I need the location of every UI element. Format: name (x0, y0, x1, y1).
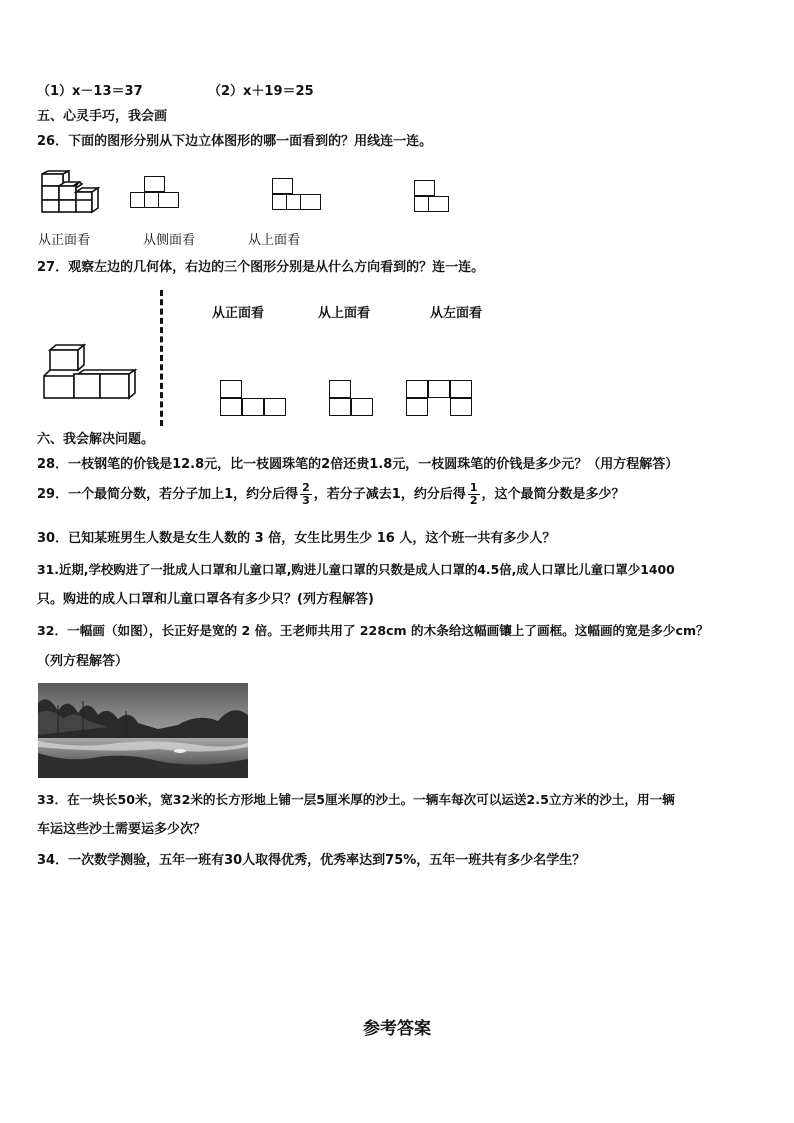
section-6-heading: 六、我会解决问题。 (37, 432, 155, 447)
q26-solid-figure (38, 170, 102, 215)
q27-view-3 (406, 380, 476, 418)
q30-text: 30．已知某班男生人数是女生人数的 3 倍，女生比男生少 16 人，这个班一共有多少人？ (37, 531, 556, 546)
q27-view-1 (220, 380, 290, 418)
q29-text: 29．一个最简分数，若分子加上1，约分后得 $\frac{2}{3}$ ，若分子减去1，约分后得 $\frac{1}{2}$ ，这个最简分数是多少？ (37, 481, 625, 507)
q32-line-1: 32．一幅画（如图），长正好是宽的 2 倍。王老师共用了 228cm 的木条给这幅画镶上了画框。这幅画的宽是多少cm？ (37, 623, 709, 638)
q26-text: 26．下面的图形分别从下边立体图形的哪一面看到的？用线连一连。 (37, 134, 433, 149)
fraction-1-2: $\frac{1}{2}$ (469, 481, 478, 507)
q32-line-2: （列方程解答） (37, 654, 129, 669)
q26-view-1 (130, 176, 180, 212)
q26-view-3 (414, 180, 450, 216)
q26-label-front: 从正面看 (38, 233, 91, 248)
section-5-heading: 五、心灵手巧，我会画 (37, 109, 168, 124)
q34-text: 34．一次数学测验，五年一班有30人取得优秀，优秀率达到75%，五年一班共有多少名学生？ (37, 853, 586, 868)
q27-text: 27．观察左边的几何体，右边的三个图形分别是从什么方向看到的？连一连。 (37, 260, 485, 275)
q27-solid-figure (40, 342, 140, 404)
fraction-2-3: $\frac{2}{3}$ (302, 481, 310, 507)
q27-label-left: 从左面看 (430, 306, 483, 321)
painting-image (38, 683, 248, 778)
q26-view-2 (272, 178, 322, 214)
dashed-divider (160, 290, 163, 426)
q26-label-top: 从上面看 (248, 233, 301, 248)
q27-view-2 (329, 380, 377, 418)
equation-2: （2）x＋19＝25 (208, 84, 314, 99)
q31-line-2: 只。购进的成人口罩和儿童口罩各有多少只？(列方程解答) (37, 592, 374, 607)
answer-title: 参考答案 (363, 1019, 431, 1039)
q33-line-2: 车运这些沙土需要运多少次？ (37, 822, 207, 837)
q31-line-1: 31.近期,学校购进了一批成人口罩和儿童口罩,购进儿童口罩的只数是成人口罩的4.5倍,成人口罩比儿童口罩少1400 (37, 562, 675, 577)
q28-text: 28．一枝钢笔的价钱是12.8元，比一枝圆珠笔的2倍还贵1.8元，一枝圆珠笔的价钱是多少元？（用方程解答） (37, 457, 679, 472)
q27-label-front: 从正面看 (212, 306, 265, 321)
q27-label-top: 从上面看 (318, 306, 371, 321)
q26-label-side: 从侧面看 (143, 233, 196, 248)
q33-line-1: 33．在一块长50米，宽32米的长方形地上铺一层5厘米厚的沙土。一辆车每次可以运送2.5立方米的沙土，用一辆 (37, 792, 675, 807)
equation-1: （1）x－13＝37 (37, 84, 143, 99)
